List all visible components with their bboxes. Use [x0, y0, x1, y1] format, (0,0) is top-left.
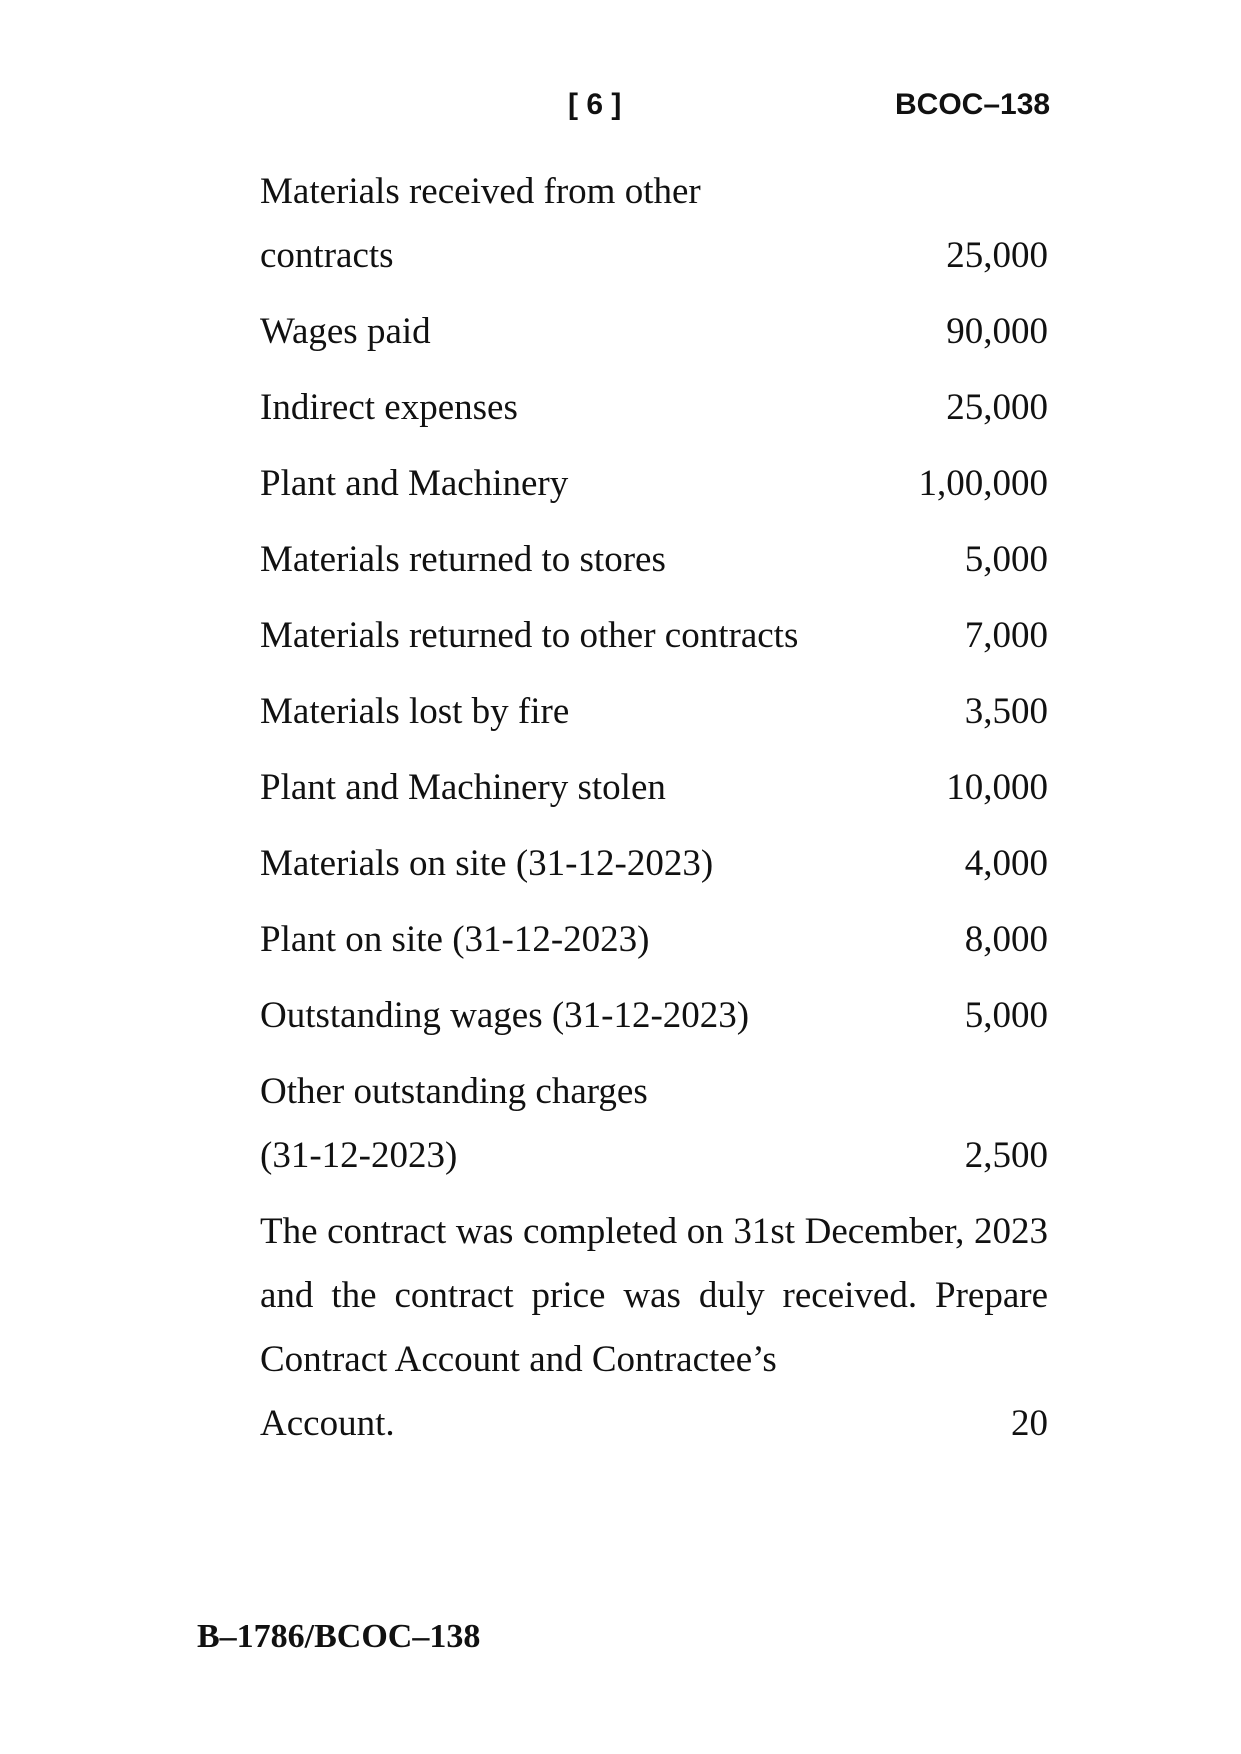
item-amount: 2,500: [964, 1135, 1048, 1176]
item-amount: 3,500: [964, 691, 1048, 732]
item-amount: 5,000: [964, 995, 1048, 1036]
question-text: The contract was completed on 31st December, 2023 and the contract price was duly received. Prepare Contract Account and Contractee’s: [260, 1211, 1048, 1380]
item-amount: 7,000: [964, 615, 1048, 656]
item-label: Materials received from other: [260, 171, 701, 212]
list-item: [260, 756, 1048, 820]
list-item: [260, 832, 1048, 896]
list-item: [260, 1060, 1048, 1188]
item-label: Outstanding wages (31-12-2023): [260, 995, 750, 1036]
item-label: Plant and Machinery stolen: [260, 767, 666, 808]
item-label: Other outstanding charges: [260, 1071, 648, 1112]
footer-code: B–1786/BCOC–138: [197, 1618, 481, 1655]
paper-code: BCOC–138: [895, 88, 1051, 121]
list-item: [260, 528, 1048, 592]
item-amount: 1,00,000: [918, 463, 1048, 504]
list-item: [260, 160, 1048, 288]
item-amount: 10,000: [946, 767, 1048, 808]
list-item: [260, 452, 1048, 516]
list-item: [260, 984, 1048, 1048]
item-label: Materials lost by fire: [260, 691, 570, 732]
list-item: [260, 908, 1048, 972]
item-label: Indirect expenses: [260, 387, 518, 428]
question-last-line: [260, 1392, 1048, 1456]
marks: 20: [1011, 1403, 1048, 1444]
item-label: Wages paid: [260, 311, 431, 352]
item-label: Materials returned to stores: [260, 539, 666, 580]
item-label: contracts: [260, 235, 394, 276]
item-label: Materials returned to other contracts: [260, 615, 799, 656]
item-amount: 25,000: [946, 235, 1048, 276]
list-item: [260, 300, 1048, 364]
item-amount: 8,000: [964, 919, 1048, 960]
list-item: [260, 604, 1048, 668]
item-amount: 4,000: [964, 843, 1048, 884]
item-label: Materials on site (31-12-2023): [260, 843, 714, 884]
page-number: [ 6 ]: [568, 88, 622, 121]
question-content: [260, 160, 1048, 1456]
item-amount: 5,000: [964, 539, 1048, 580]
item-label: (31-12-2023): [260, 1135, 458, 1176]
item-label: Plant and Machinery: [260, 463, 569, 504]
list-item: [260, 680, 1048, 744]
list-item: [260, 376, 1048, 440]
item-amount: 90,000: [946, 311, 1048, 352]
question-text-end: Account.: [260, 1403, 395, 1444]
item-label: Plant on site (31-12-2023): [260, 919, 650, 960]
item-amount: 25,000: [946, 387, 1048, 428]
